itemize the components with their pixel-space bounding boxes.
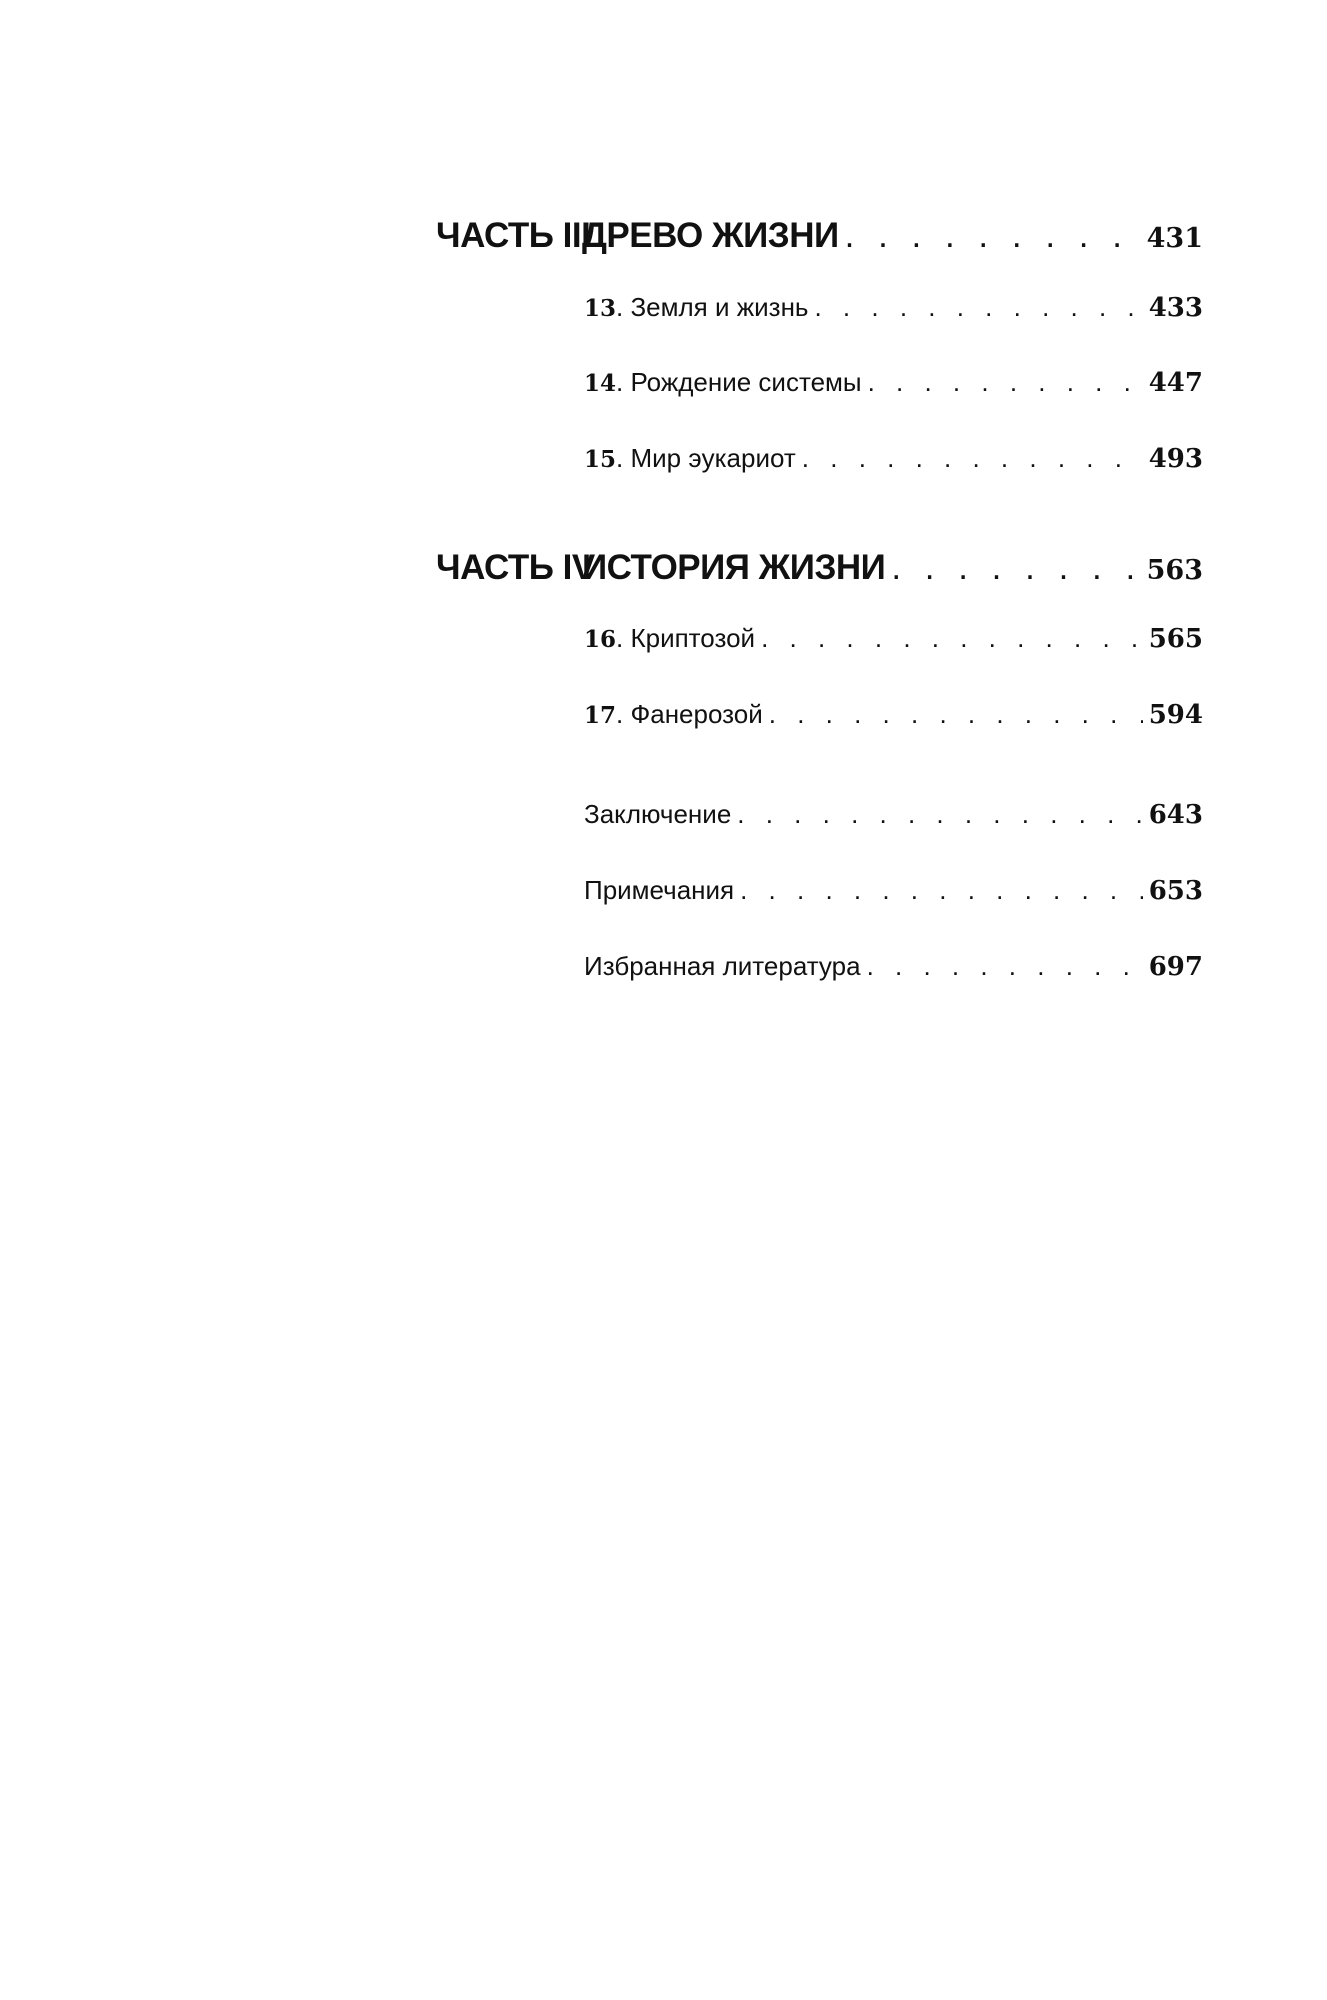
chapter-number: 16 [584, 626, 617, 653]
page-number: 697 [1148, 952, 1203, 982]
page-number: 493 [1148, 444, 1203, 474]
chapter-title: Мир эукариот [630, 443, 796, 473]
dot-leader [867, 951, 1143, 982]
page-number: 643 [1148, 800, 1203, 830]
chapter-number: 14 [584, 370, 617, 397]
page-number: 565 [1148, 624, 1203, 654]
dot-leader [737, 799, 1142, 830]
page-number: 563 [1146, 555, 1203, 586]
part-title: ИСТОРИЯ ЖИЗНИ [582, 548, 886, 587]
entry-title: Избранная литература [584, 951, 861, 981]
entry-title: Примечания [584, 875, 735, 905]
chapter-entry: 13. Земля и жизнь . . . 433 [584, 292, 1203, 323]
chapter-number: 15 [584, 446, 617, 473]
page-number: 447 [1148, 368, 1203, 398]
dot-leader [802, 443, 1143, 474]
chapter-entry: 14. Рождение системы . . . 447 [584, 367, 1203, 398]
chapter-title: Фанерозой [630, 699, 763, 729]
chapter-entry: 15. Мир эукариот . . . 493 [584, 443, 1203, 474]
entry-title: Заключение [584, 799, 732, 829]
back-matter-entry [584, 875, 1203, 906]
part-title: ДРЕВО ЖИЗНИ [582, 216, 839, 255]
page-number: 594 [1148, 700, 1203, 730]
dot-leader [814, 292, 1142, 323]
dot-leader [845, 216, 1141, 256]
chapter-title: Рождение системы [630, 367, 862, 397]
chapter-number: 13 [584, 295, 617, 322]
page-number: 431 [1146, 223, 1203, 254]
part-label: ЧАСТЬ III [436, 216, 591, 255]
chapter-title: Земля и жизнь [630, 292, 809, 322]
back-matter-entry [584, 799, 1203, 830]
page-number: 653 [1148, 876, 1203, 906]
dot-leader [740, 875, 1143, 906]
dot-leader [761, 623, 1143, 654]
part-heading [436, 548, 1203, 588]
dot-leader [769, 699, 1143, 730]
chapter-entry: 16. Криптозой . . . 565 [584, 623, 1203, 654]
back-matter-entry [584, 951, 1203, 982]
part-label: ЧАСТЬ IV [436, 548, 595, 587]
dot-leader [891, 548, 1140, 588]
chapter-title: Криптозой [630, 623, 756, 653]
page-number: 433 [1148, 293, 1203, 323]
chapter-entry: 17. Фанерозой . . . 594 [584, 699, 1203, 730]
chapter-number: 17 [584, 702, 617, 729]
dot-leader [868, 367, 1143, 398]
part-heading [436, 216, 1203, 256]
